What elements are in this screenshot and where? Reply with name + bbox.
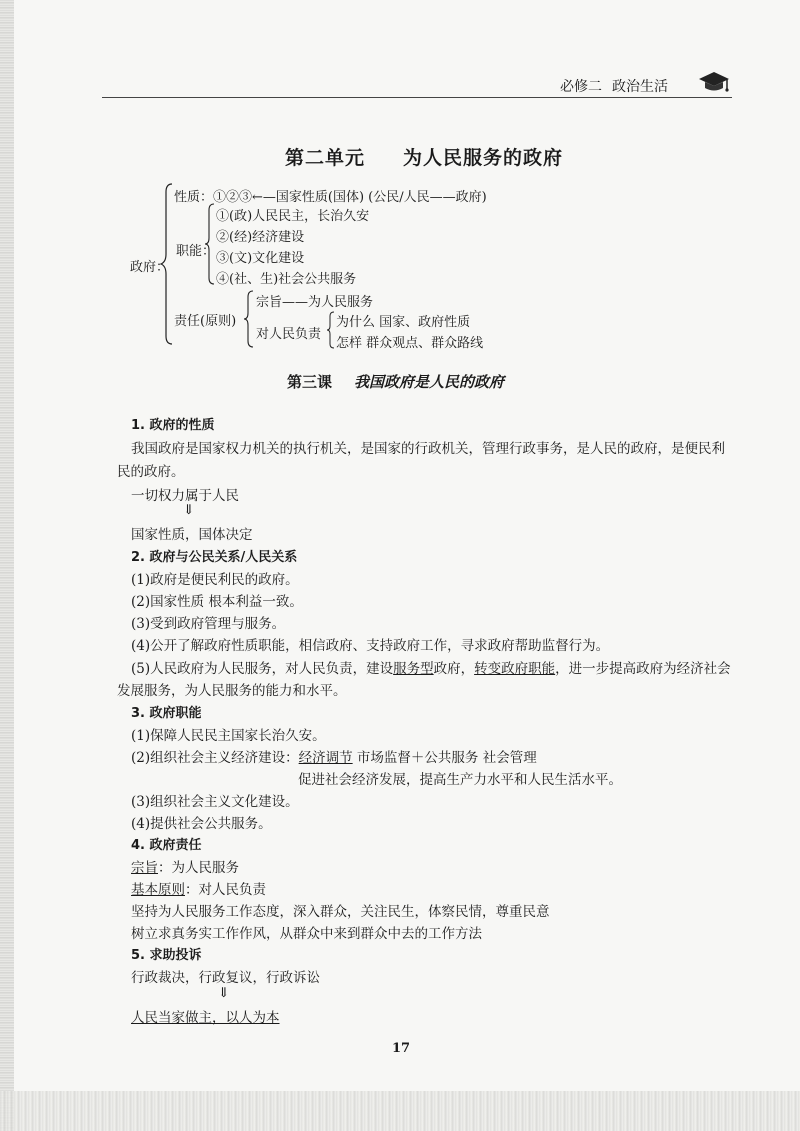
function-item: ③(文)文化建设	[216, 251, 305, 266]
section-title: 3. 政府职能	[131, 706, 202, 721]
underlined-term: 基本原则	[131, 882, 185, 898]
outline-how: 怎样 群众观点、群众路线	[336, 336, 484, 351]
list-item: (4)提供社会公共服务。	[131, 816, 272, 832]
paragraph: 树立求真务实工作作风，从群众中来到群众中去的工作方法	[131, 926, 482, 942]
lesson-name: 我国政府是人民的政府	[354, 373, 505, 391]
section-title: 5. 求助投诉	[131, 948, 202, 963]
paragraph: 发展服务，为人民服务的能力和水平。	[117, 683, 347, 699]
underlined-term: 服务型	[393, 661, 434, 677]
section-title: 4. 政府责任	[131, 838, 202, 853]
outline-brace-responsible	[326, 310, 336, 350]
unit-number: 第二单元	[285, 147, 366, 169]
outline-functions-label: 职能：	[176, 244, 216, 259]
header-rule	[102, 97, 732, 98]
page-number: 17	[392, 1041, 411, 1056]
underlined-term: 宗旨	[131, 860, 158, 876]
list-item: (3)受到政府管理与服务。	[131, 616, 286, 632]
outline-brace-main	[160, 182, 174, 346]
paragraph	[131, 856, 239, 876]
scan-edge-left	[0, 0, 14, 1131]
lesson-title	[287, 371, 504, 392]
text-run: (2)组织社会主义经济建设：	[131, 750, 299, 766]
paragraph: 国家性质，国体决定	[131, 527, 253, 543]
list-item: (3)组织社会主义文化建设。	[131, 794, 299, 810]
list-item: (4)公开了解政府性质职能，相信政府、支持政府工作，寻求政府帮助监督行为。	[131, 638, 610, 654]
outline-nature: 性质：①②③←—国家性质(国体) (公民/人民——政府)	[174, 190, 487, 205]
outline-responsible: 对人民负责	[256, 327, 322, 342]
outline-root: 政府：	[130, 260, 170, 275]
paragraph: 行政裁决，行政复议，行政诉讼	[131, 970, 320, 986]
lesson-number: 第三课	[287, 373, 333, 391]
list-item: (2)国家性质 根本利益一致。	[131, 594, 303, 610]
running-header	[560, 76, 678, 96]
list-item	[131, 657, 731, 677]
outline-why: 为什么 国家、政府性质	[336, 315, 471, 330]
underlined-term: 经济调节	[298, 750, 353, 766]
underlined-term: 转变政府职能	[474, 661, 556, 677]
list-item: (1)保障人民民主国家长治久安。	[131, 728, 326, 744]
text-run: ：为人民服务	[158, 860, 239, 876]
text-run: ：对人民负责	[185, 882, 266, 898]
outline-duty-label: 责任(原则)	[174, 314, 237, 329]
paragraph: 坚持为人民服务工作态度，深入群众，关注民生，体察民情，尊重民意	[131, 904, 550, 920]
function-item: ④(社、生)社会公共服务	[216, 272, 357, 287]
arrow-down: ⇓	[218, 985, 230, 1001]
paragraph	[131, 878, 266, 898]
paragraph: 一切权力属于人民	[131, 488, 239, 504]
text-run: 市场监督＋公共服务 社会管理	[352, 750, 537, 766]
paragraph: 民的政府。	[117, 464, 185, 480]
paragraph: 我国政府是国家权力机关的执行机关，是国家的行政机关，管理行政事务，是人民的政府，是便民利	[131, 441, 725, 457]
graduation-cap-icon	[697, 68, 731, 94]
text-run: ，进一步提高政府为经济社会	[555, 661, 731, 677]
section-title: 2. 政府与公民关系/人民关系	[131, 550, 298, 565]
section-title: 1. 政府的性质	[131, 418, 215, 433]
unit-name: 为人民服务的政府	[403, 147, 564, 169]
paragraph: 人民当家做主，以人为本	[131, 1010, 280, 1026]
scan-edge-bottom	[0, 1091, 800, 1131]
arrow-down: ⇓	[183, 502, 195, 518]
function-item: ①(政)人民民主，长治久安	[216, 209, 370, 224]
header-subject: 政治生活	[612, 79, 668, 95]
list-item: (1)政府是便民利民的政府。	[131, 572, 299, 588]
outline-brace-duty	[243, 289, 255, 349]
outline-brace-functions	[204, 202, 216, 286]
list-item	[131, 746, 537, 766]
text-run: 政府，	[433, 661, 475, 677]
outline-purpose: 宗旨——为人民服务	[256, 295, 374, 310]
text-run: (5)人民政府为人民服务，对人民负责，建设	[131, 661, 394, 677]
unit-title	[285, 143, 563, 170]
function-item: ②(经)经济建设	[216, 230, 305, 245]
paragraph: 促进社会经济发展，提高生产力水平和人民生活水平。	[298, 772, 622, 788]
header-book: 必修二	[560, 79, 602, 95]
